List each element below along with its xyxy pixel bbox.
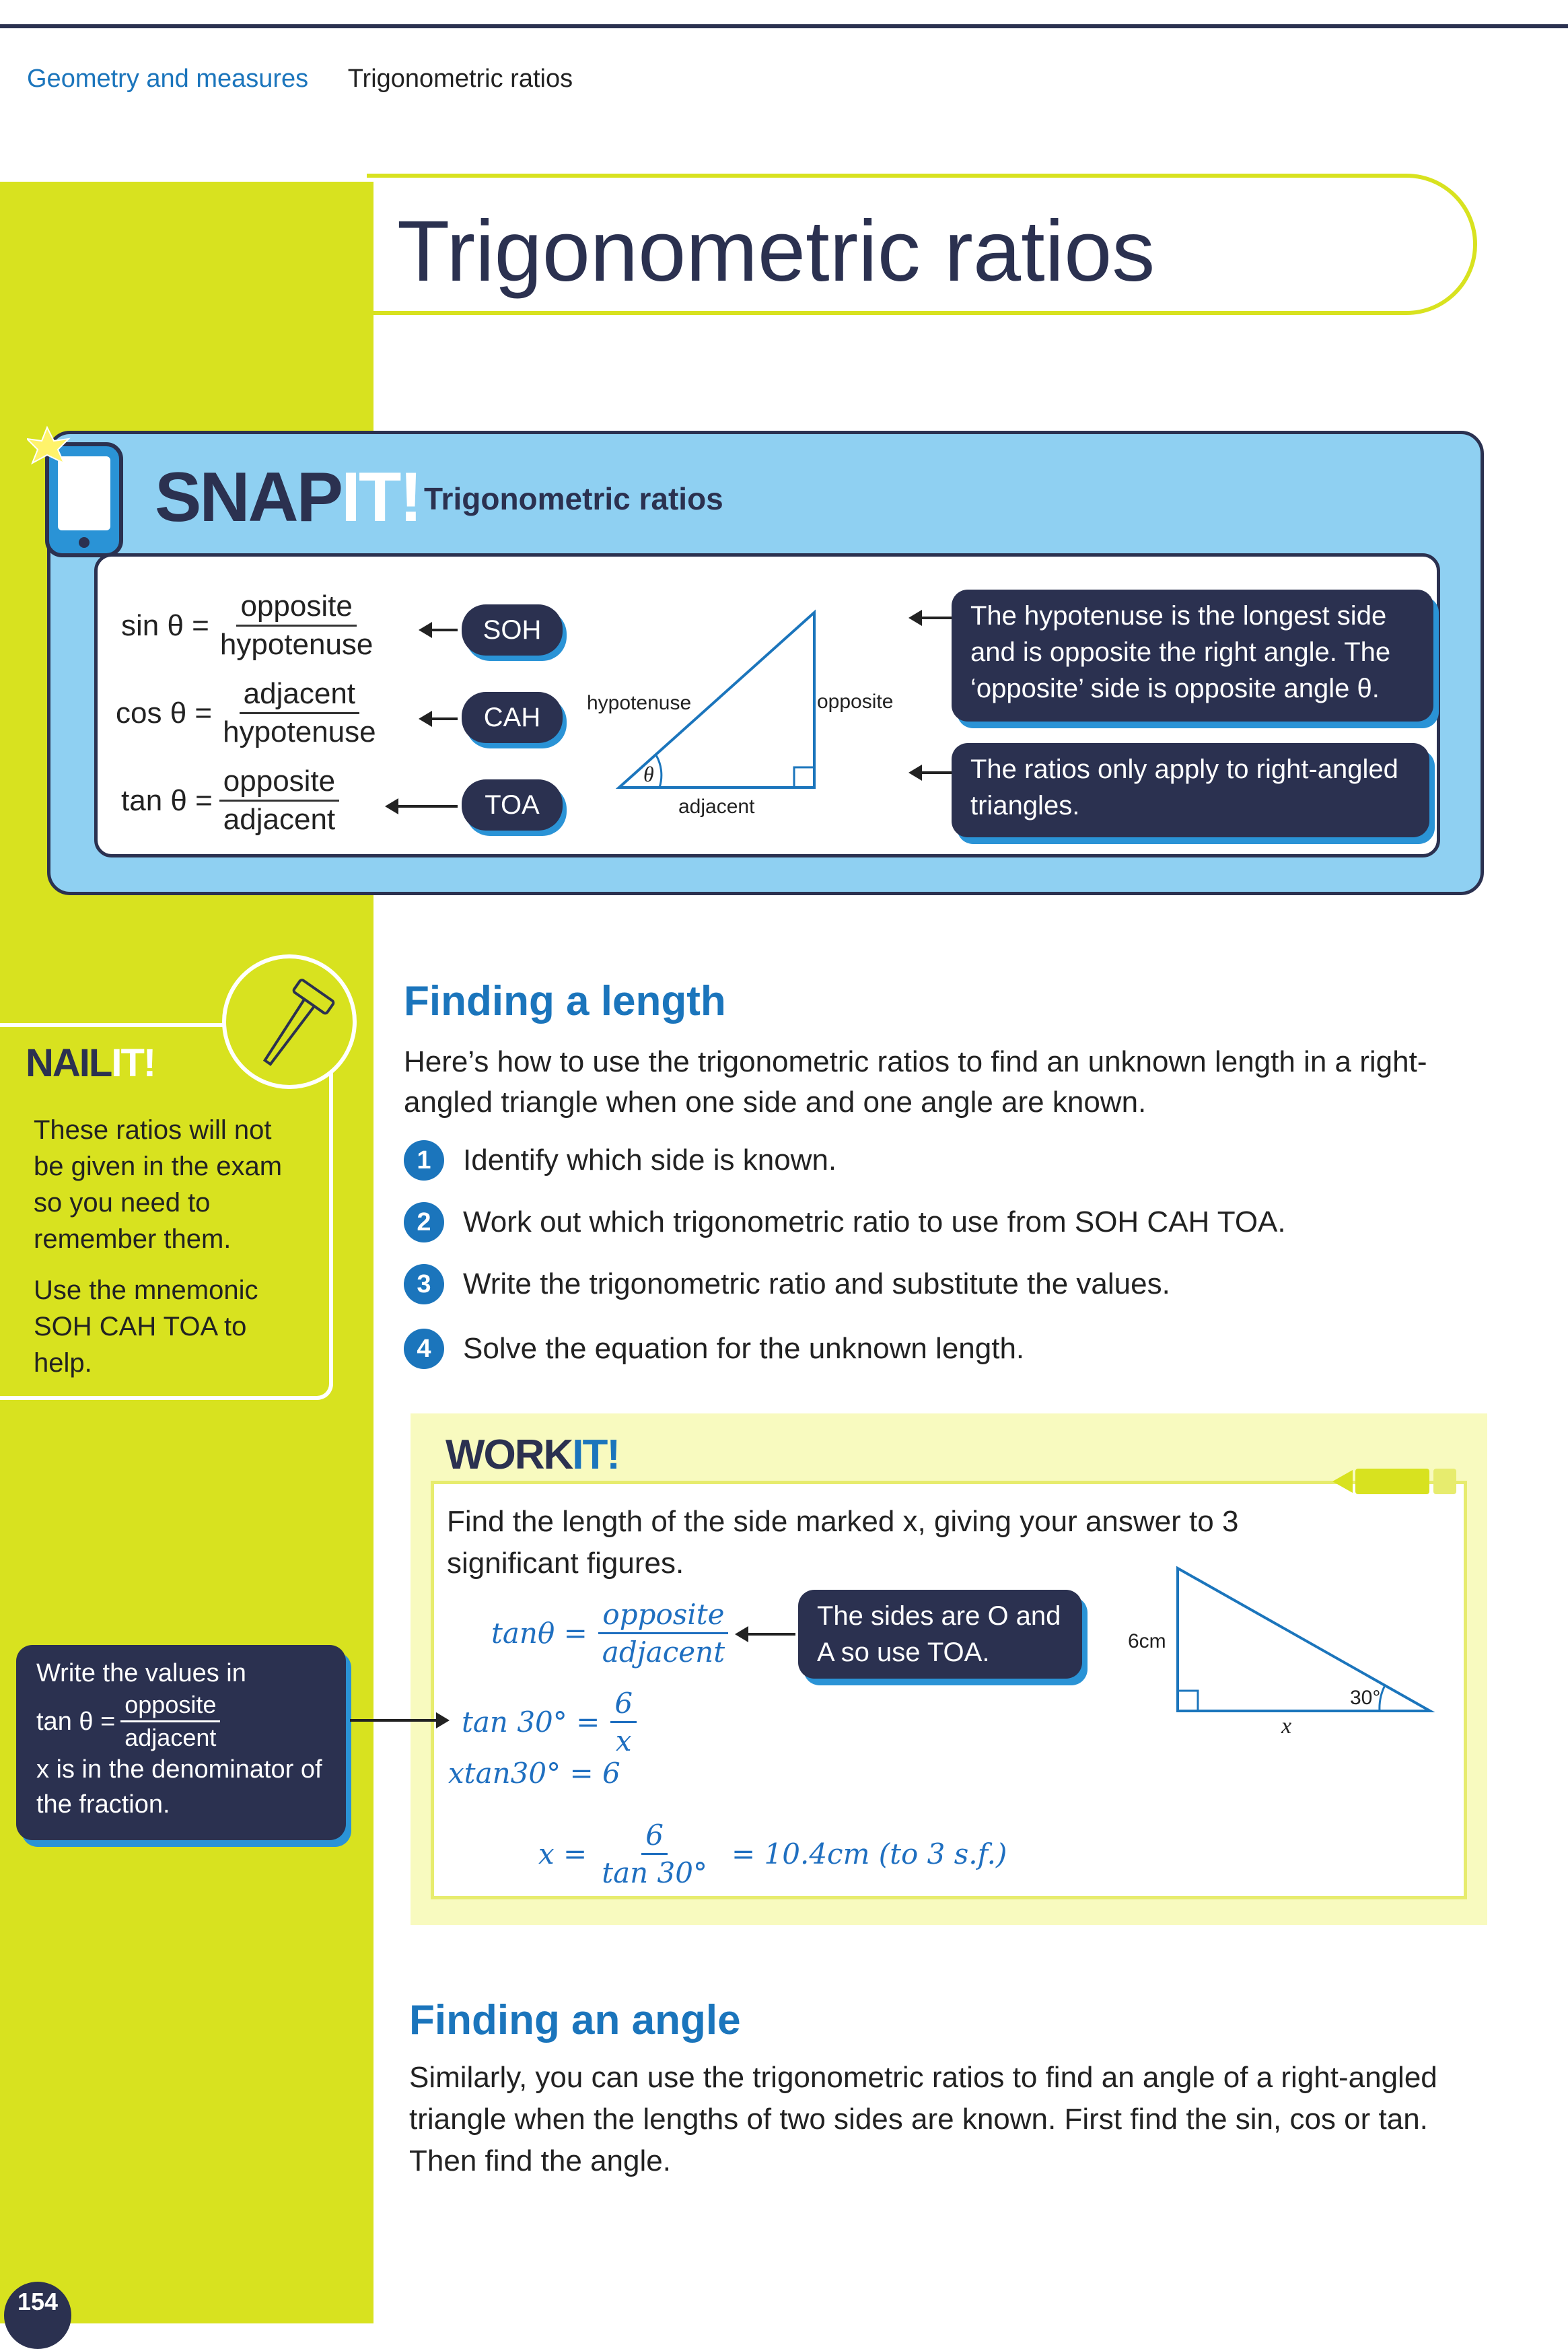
work-line-1: tanθ = $\frac{\text{opposite}}{\text{adjacent}}$: [491, 1598, 729, 1669]
arrow-cah: [431, 717, 458, 720]
triangle-opposite-label: opposite: [817, 691, 894, 713]
formula-cos: cos θ = $\frac{\text{adjacent}}{\text{hypotenuse}}$: [116, 677, 376, 748]
formula-sin: sin θ = $\frac{\text{opposite}}{\text{hypotenuse}}$: [121, 590, 373, 661]
side-note-connector: [350, 1719, 437, 1722]
step-4: 4 Solve the equation for the unknown length.: [404, 1329, 1024, 1369]
side-note-arrowhead: [436, 1712, 450, 1728]
step-2: 2 Work out which trigonometric ratio to use from SOH CAH TOA.: [404, 1202, 1286, 1242]
heading-finding-length: Finding a length: [404, 978, 726, 1024]
snapit-callout-right-angled: The ratios only apply to right-angled triangles.: [952, 743, 1429, 837]
work-line-2: tan 30° = $\frac{6}{x}$: [462, 1687, 637, 1757]
page-title: Trigonometric ratios: [397, 203, 1155, 300]
page-number: 154: [4, 2282, 71, 2349]
nailit-logo: NAILIT!: [26, 1041, 155, 1085]
snapit-callout-hypotenuse: The hypotenuse is the longest side and is opposite the right angle. The ‘opposite’ side is opposite angle θ.: [952, 590, 1433, 722]
workit-triangle: [1171, 1562, 1440, 1723]
workit-question: Find the length of the side marked x, giving your answer to 3 significant figures.: [447, 1505, 1239, 1580]
arrow-soh: [431, 629, 458, 631]
step-3: 3 Write the trigonometric ratio and substitute the values.: [404, 1264, 1170, 1304]
workit-side-label: 6cm: [1128, 1630, 1166, 1652]
side-note: Write the values in tan θ = $\frac{\text{opposite}}{\text{adjacent}}$ x is in the denominator of the fraction.: [16, 1645, 346, 1840]
finding-length-intro: Here’s how to use the trigonometric ratios to find an unknown length in a right-angled triangle when one side and one angle are known.: [404, 1045, 1427, 1119]
workit-logo: WORKIT!: [446, 1432, 620, 1478]
formula-tan: tan θ = $\frac{\text{opposite}}{\text{adjacent}}$: [121, 765, 339, 837]
arrow-callout-1: [921, 617, 952, 619]
arrow-callout-2: [921, 771, 952, 774]
triangle-hypotenuse-label: hypotenuse: [587, 692, 692, 714]
finding-angle-text: Similarly, you can use the trigonometric ratios to find an angle of a right-angled triangle when the lengths of two sides are known. First find the sin, cos or tan. Then find the angle.: [409, 2061, 1437, 2177]
tag-soh: SOH: [462, 604, 563, 656]
triangle-adjacent-label: adjacent: [678, 796, 755, 818]
breadcrumb-section: Geometry and measures: [27, 65, 309, 93]
tag-toa: TOA: [462, 779, 563, 831]
nail-icon: [236, 969, 350, 1084]
top-rule: [0, 24, 1568, 28]
nailit-text-2: Use the mnemonic SOH CAH TOA to help.: [34, 1275, 258, 1378]
work-line-3: xtan30° = 6: [448, 1757, 620, 1790]
heading-finding-angle: Finding an angle: [409, 1997, 741, 2043]
pencil-icon: [1332, 1466, 1460, 1497]
workit-note: The sides are O and A so use TOA.: [798, 1590, 1082, 1679]
snapit-heading: Trigonometric ratios: [424, 481, 723, 516]
workit-base-label: x: [1281, 1714, 1292, 1739]
breadcrumb-topic: Trigonometric ratios: [347, 65, 573, 93]
work-line-4: x = $\frac{6}{\tan 30^\circ}$ = 10.4cm (to 3 s.f.): [538, 1819, 1007, 1889]
arrow-toa: [397, 805, 458, 808]
breadcrumb: [27, 65, 573, 94]
nailit-text-1: These ratios will not be given in the exam so you need to remember them.: [34, 1115, 283, 1254]
step-1: 1 Identify which side is known.: [404, 1140, 836, 1181]
arrow-workit-note: [747, 1633, 795, 1636]
snapit-logo: SNAPIT!: [155, 458, 421, 536]
phone-icon: [27, 424, 128, 559]
triangle-theta: θ: [643, 762, 654, 786]
tag-cah: CAH: [462, 692, 563, 743]
workit-angle-label: 30°: [1350, 1687, 1381, 1709]
